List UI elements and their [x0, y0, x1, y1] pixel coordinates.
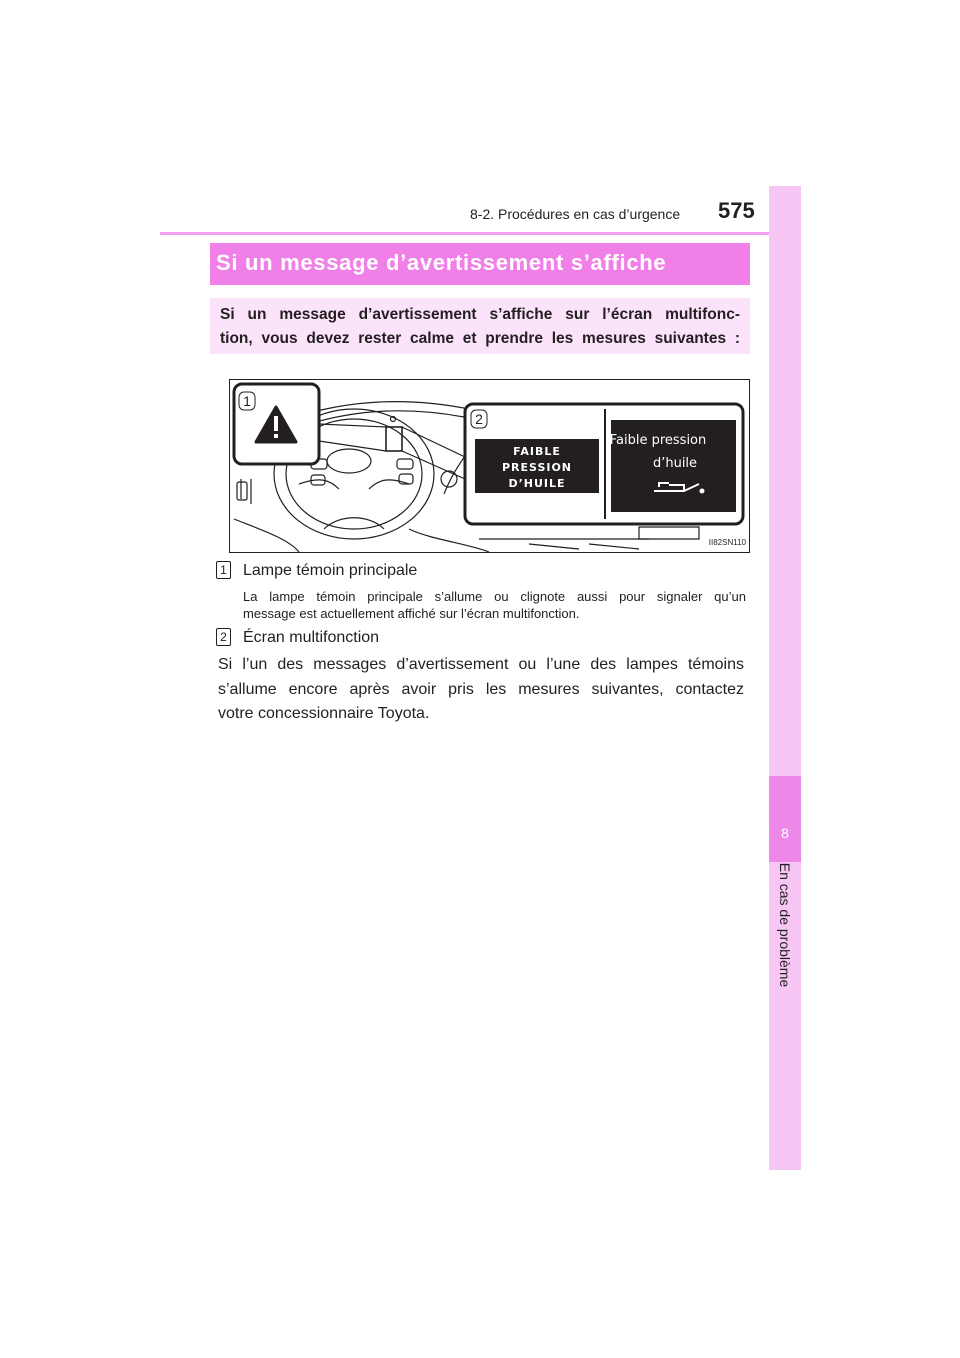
intro-text-line: tion, vous devez rester calme et prendre les mesures suivantes : — [220, 330, 740, 347]
item-number-badge: 2 — [216, 628, 231, 646]
item-description-line: message est actuellement affiché sur l’écran multifonction. — [243, 606, 580, 621]
chapter-label: En cas de problème — [777, 862, 793, 988]
chapter-number-box — [769, 776, 801, 862]
section-title: 8-2. Procédures en cas d’urgence — [470, 206, 681, 222]
section-heading: Si un message d’avertissement s’affiche — [216, 250, 667, 275]
body-text-line: votre concessionnaire Toyota. — [218, 705, 430, 722]
display-caps-line: D’HUILE — [508, 477, 566, 490]
callout-2-label: 2 — [475, 411, 483, 427]
item-title: Écran multifonction — [243, 629, 380, 646]
callout-1-label: 1 — [243, 393, 251, 409]
page-number: 575 — [718, 198, 755, 223]
body-text-line: s’allume encore après avoir pris les mesures suivantes, contactez — [218, 681, 744, 698]
body-text-line: Si l’un des messages d’avertissement ou l’une des lampes témoins — [218, 656, 744, 673]
display-caps-line: FAIBLE — [513, 445, 561, 458]
dashboard-illustration — [229, 379, 750, 553]
item-title: Lampe témoin principale — [243, 562, 418, 579]
image-code: II82SN110 — [708, 538, 746, 547]
header-divider — [160, 232, 801, 235]
display-caps-line: PRESSION — [501, 461, 573, 474]
item-description-line: La lampe témoin principale s’allume ou clignote aussi pour signaler qu’un — [243, 589, 746, 604]
intro-text-line: Si un message d’avertissement s’affiche sur l’écran multifonc- — [220, 306, 740, 323]
display-color-line: Faible pression — [609, 433, 707, 448]
chapter-number: 8 — [781, 825, 789, 841]
item-number-badge: 1 — [216, 561, 231, 579]
chapter-side-tab — [769, 186, 801, 1170]
display-color-line: d’huile — [652, 456, 698, 471]
